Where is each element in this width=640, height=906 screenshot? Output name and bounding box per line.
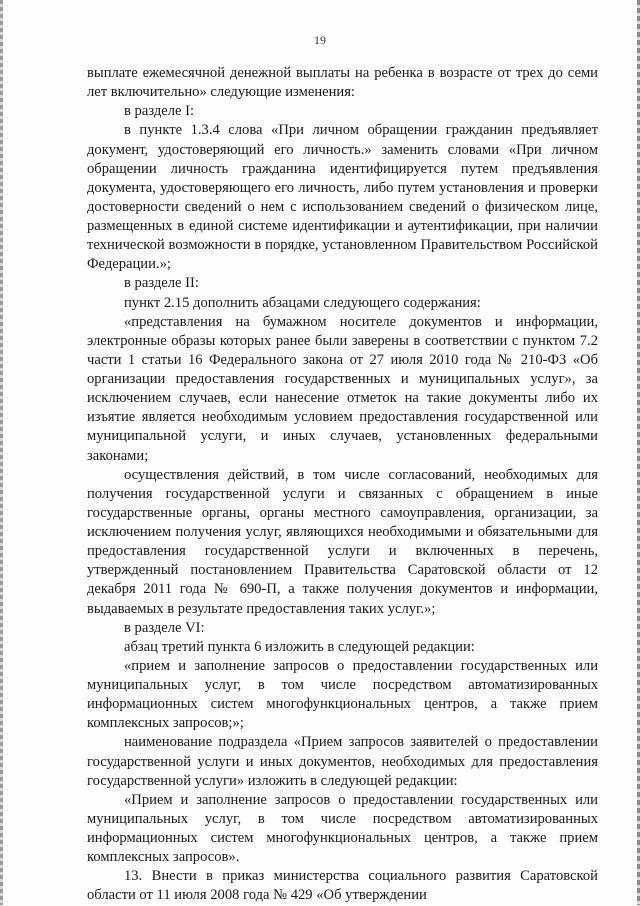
paragraph: наименование подраздела «Прием запросов заявителей о предоставлении государственной услуги и иных документов, необходимых для предоставления государственной услуги» изложить в следующей редакции: (87, 734, 598, 789)
scan-edge-left (0, 0, 3, 905)
paragraph: «прием и заполнение запросов о предоставлении государственных или муниципальных услуг, в том числе посредством автоматизированных информационных систем многофункциональных центров, а также прием комплексных запросов;»; (87, 657, 598, 732)
paragraph: в пункте 1.3.4 слова «При личном обращении гражданин предъявляет документ, удостоверяющий его личность.» заменить словами «При личном обращении личность гражданина идентифицируется путем предъявления документа, удостоверяющего его личность, либо путем установления и проверки достоверности сведений о нем с использованием сведений о физическом лице, размещенных в единой системе идентификации и аутентификации, при наличии технической возможности в порядке, установленном Правительством Российской Федерации.»; (87, 122, 598, 273)
paragraph: в разделе II: (124, 275, 199, 292)
page-number: 19 (314, 33, 326, 47)
paragraph: 13. Внести в приказ министерства социального развития Саратовской области от 11 июля 2008 года № 429 «Об утверждении (87, 868, 598, 904)
paragraph: в разделе I: (124, 103, 195, 120)
document-body (87, 64, 598, 906)
paragraph: «представления на бумажном носителе документов и информации, электронные образы которых ранее были заверены в соответствии с пунктом 7.2 части 1 статьи 16 Федерального закона от 27 июля 2010 года № 210-ФЗ «Об организации предоставления государственных и муниципальных услуг», за исключением случаев, если нанесение отметок на такие документы либо их изъятие является необходимым условием предоставления государственной или муниципальной услуги, и иных случаев, установленных федеральными законами; (87, 313, 598, 464)
paragraph: выплате ежемесячной денежной выплаты на ребенка в возрасте от трех до семи лет включительно» следующие изменения: (87, 65, 598, 101)
paragraph: осуществления действий, в том числе согласований, необходимых для получения государственной услуги и связанных с обращением в иные государственные органы, органы местного самоуправления, организации, за исключением получения услуг, являющихся необходимыми и обязательными для предоставления государственной услуги и включенных в перечень, утвержденный постановлением Правительства Саратовской области от 12 декабря 2011 года № 690-П, а также получения документов и информации, выдаваемых в результате предоставления таких услуг.»; (87, 466, 598, 617)
paragraph: «Прием и заполнение запросов о предоставлении государственных или муниципальных услуг, в том числе посредством автоматизированных информационных систем многофункциональных центров, а также прием комплексных запросов». (87, 791, 598, 866)
paragraph: абзац третий пункта 6 изложить в следующей редакции: (124, 638, 475, 655)
paragraph: пункт 2.15 дополнить абзацами следующего содержания: (124, 294, 481, 311)
paragraph: в разделе VI: (124, 619, 205, 636)
